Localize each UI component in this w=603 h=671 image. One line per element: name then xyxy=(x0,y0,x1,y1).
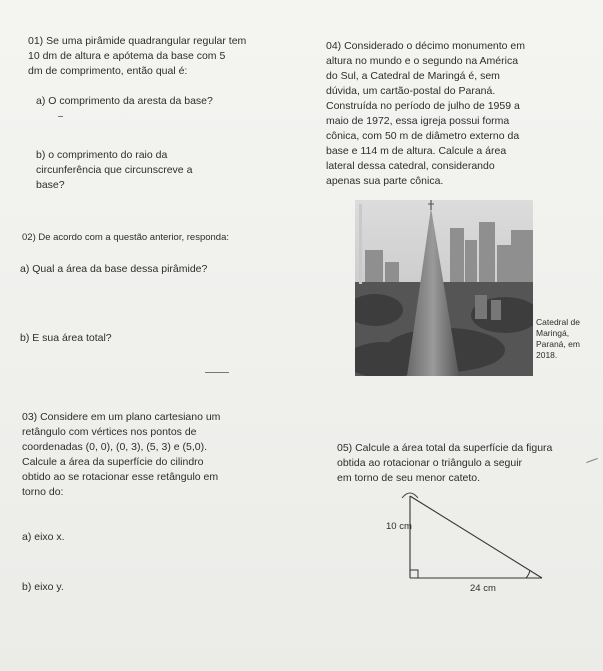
triangle-height-label: 10 cm xyxy=(386,521,412,532)
q05-statement: 05) Calcule a área total da superfície da figura obtida ao rotacionar o triângulo a seguir em torno de seu menor cateto. xyxy=(337,442,553,484)
q03-item-a: a) eixo x. xyxy=(22,531,65,543)
q01-item-a: a) O comprimento da aresta da base? xyxy=(36,95,213,107)
angle-arc xyxy=(526,570,530,578)
q01-item-b: b) o comprimento do raio da circunferência que circunscreve a base? xyxy=(36,149,193,191)
q01-statement: 01) Se uma pirâmide quadrangular regular tem 10 dm de altura e apótema da base com 5 dm de comprimento, então qual é: xyxy=(28,35,247,77)
q03-item-b: b) eixo y. xyxy=(22,581,64,593)
q02-item-b: b) E sua área total? xyxy=(20,332,112,344)
q03-statement: 03) Considere em um plano cartesiano um retângulo com vértices nos pontos de coordenadas (0, 0), (0, 3), (5, 3) e (5,0). Calcule a área da superfície do cilindro obtido ao se rotacionar esse retângulo em torno do: xyxy=(22,411,221,498)
cathedral-photo xyxy=(355,200,533,376)
triangle-base-label: 24 cm xyxy=(470,583,496,594)
photo-credit-mark xyxy=(356,204,366,284)
q04-statement: 04) Considerado o décimo monumento em altura no mundo e o segundo na América do Sul, a Catedral de Maringá é, sem dúvida, um cartão-postal do Paraná. Construída no período de julho de 1959 a maio de 1972, essa igreja possui forma cônica, com 50 m de diâmetro externo da base e 114 m de altura. Calcule a área lateral dessa catedral, considerando apenas sua parte cônica. xyxy=(326,40,526,187)
triangle-hypotenuse xyxy=(410,496,542,578)
cathedral-caption: Catedral de Maringá, Paraná, em 2018. xyxy=(536,317,580,360)
q02-item-a: a) Qual a área da base dessa pirâmide? xyxy=(20,263,208,275)
pencil-mark xyxy=(58,116,63,117)
pencil-mark xyxy=(586,458,598,463)
right-angle-mark xyxy=(410,570,418,578)
pencil-mark xyxy=(205,372,229,373)
q02-statement: 02) De acordo com a questão anterior, responda: xyxy=(22,232,230,243)
